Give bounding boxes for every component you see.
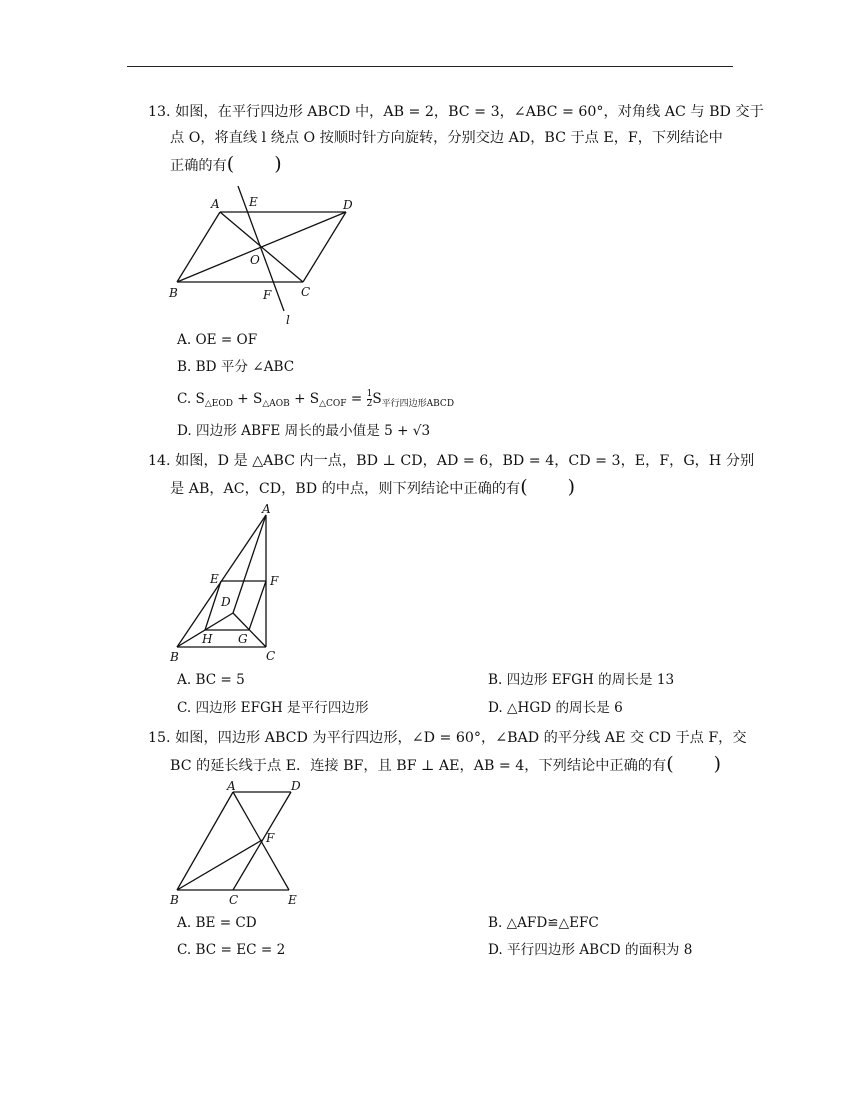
question-13-option-b[interactable]: B. BD 平分 ∠ABC (177, 359, 295, 375)
option-c-plus-1: + S (232, 391, 263, 407)
question-15-stem (148, 725, 747, 779)
option-c-plus-2: + S (289, 391, 320, 407)
question-15-line-1: 15. 如图，四边形 ABCD 为平行四边形，∠D = 60°，∠BAD 的平分线 AE 交 CD 于点 F，交 (148, 730, 747, 746)
option-c-s-total: S (372, 391, 382, 407)
question-13-line-2: 点 O，将直线 l 绕点 O 按顺时针方向旋转，分别交边 AD，BC 于点 E，F，下列结论中 (170, 130, 723, 146)
fig14-label-B: B (170, 650, 179, 664)
fig14-segment-HE (205, 581, 221, 630)
fig14-label-D: D (221, 595, 231, 609)
fig15-label-A: A (227, 779, 236, 793)
fig13-label-E: E (249, 195, 258, 209)
fig13-segment-DC (303, 212, 346, 282)
question-14-option-d[interactable]: D. △HGD 的周长是 6 (488, 700, 623, 716)
question-13-option-c[interactable] (177, 389, 454, 414)
fig13-label-A: A (211, 197, 220, 211)
question-15-line-2-text: BC 的延长线于点 E．连接 BF，且 BF ⊥ AE，AB = 4，下列结论中正确的有 (170, 758, 667, 774)
fig13-label-C: C (301, 285, 311, 299)
question-13-option-d[interactable]: D. 四边形 ABFE 周长的最小值是 5 + √3 (177, 423, 431, 439)
option-c-s: C. S (177, 391, 205, 407)
question-13-line-3 (148, 151, 738, 179)
fig13-label-D: D (343, 198, 353, 212)
question-14-option-a[interactable]: A. BC = 5 (177, 672, 245, 688)
answer-paren-close: ) (713, 753, 722, 775)
question-14-line-1: 14. 如图，D 是 △ABC 内一点，BD ⊥ CD，AD = 6，BD = 4，CD = 3，E，F，G，H 分别 (148, 453, 755, 469)
question-14-option-b[interactable]: B. 四边形 EFGH 的周长是 13 (488, 672, 675, 688)
fig13-label-F: F (263, 288, 272, 302)
fig15-segment-BF (177, 840, 262, 890)
option-c-sub-aob: △AOB (262, 399, 290, 409)
question-13-option-a[interactable]: A. OE = OF (177, 332, 258, 348)
question-14-stem (148, 448, 755, 502)
fig15-segment-AB (177, 792, 233, 890)
answer-paren-open: ( (520, 476, 528, 498)
fig14-label-A: A (262, 502, 271, 516)
fraction-numerator: 1 (366, 389, 373, 399)
answer-paren-open: ( (666, 753, 674, 775)
question-14-line-2-text: 是 AB，AC，CD，BD 的中点，则下列结论中正确的有 (170, 481, 521, 497)
fig14-segment-AD (233, 515, 266, 613)
fig14-label-H: H (202, 632, 213, 646)
fig13-label-l: l (286, 313, 290, 327)
question-15-option-a[interactable]: A. BE = CD (177, 915, 257, 931)
question-15-option-b[interactable]: B. △AFD≌△EFC (488, 915, 599, 931)
option-c-sub-cof: △COF (319, 399, 347, 409)
fig14-label-E: E (210, 572, 219, 586)
figure-14 (165, 503, 295, 663)
question-13-line-3-text: 正确的有 (170, 158, 227, 174)
option-c-sub-eod: △EOD (204, 399, 233, 409)
fig14-label-G: G (238, 632, 248, 646)
fig15-label-D: D (291, 779, 301, 793)
fig13-line-l (238, 186, 284, 311)
answer-paren-open: ( (226, 153, 235, 175)
question-13-line-1: 13. 如图，在平行四边形 ABCD 中，AB = 2，BC = 3，∠ABC = 60°，对角线 AC 与 BD 交于 (148, 104, 764, 120)
fig15-label-E: E (288, 893, 297, 907)
figure-15 (165, 777, 325, 907)
fig15-label-C: C (229, 893, 239, 907)
option-c-equals: = (346, 391, 367, 407)
fig13-segment-AB (177, 212, 220, 282)
fig13-diagonal-BD (177, 212, 346, 282)
question-13-stem (148, 99, 764, 179)
answer-paren-close: ) (567, 476, 576, 498)
figure-13 (165, 192, 365, 332)
fig13-label-O: O (250, 253, 260, 267)
fig14-segment-FG (249, 581, 266, 630)
option-c-sub-parallelogram: 平行四边形ABCD (381, 399, 455, 409)
question-14-option-c[interactable]: C. 四边形 EFGH 是平行四边形 (177, 700, 369, 716)
fig15-label-B: B (170, 893, 179, 907)
answer-paren-close: ) (274, 153, 282, 175)
question-15-option-d[interactable]: D. 平行四边形 ABCD 的面积为 8 (488, 942, 693, 958)
fig15-label-F: F (266, 831, 275, 845)
fig13-label-B: B (169, 286, 178, 300)
header-rule (127, 66, 733, 67)
question-14-line-2 (148, 474, 738, 502)
fig14-label-F: F (270, 574, 279, 588)
fig14-label-C: C (266, 649, 276, 663)
question-15-option-c[interactable]: C. BC = EC = 2 (177, 942, 286, 958)
question-15-line-2 (148, 751, 738, 779)
fraction-denominator: 2 (366, 399, 373, 409)
